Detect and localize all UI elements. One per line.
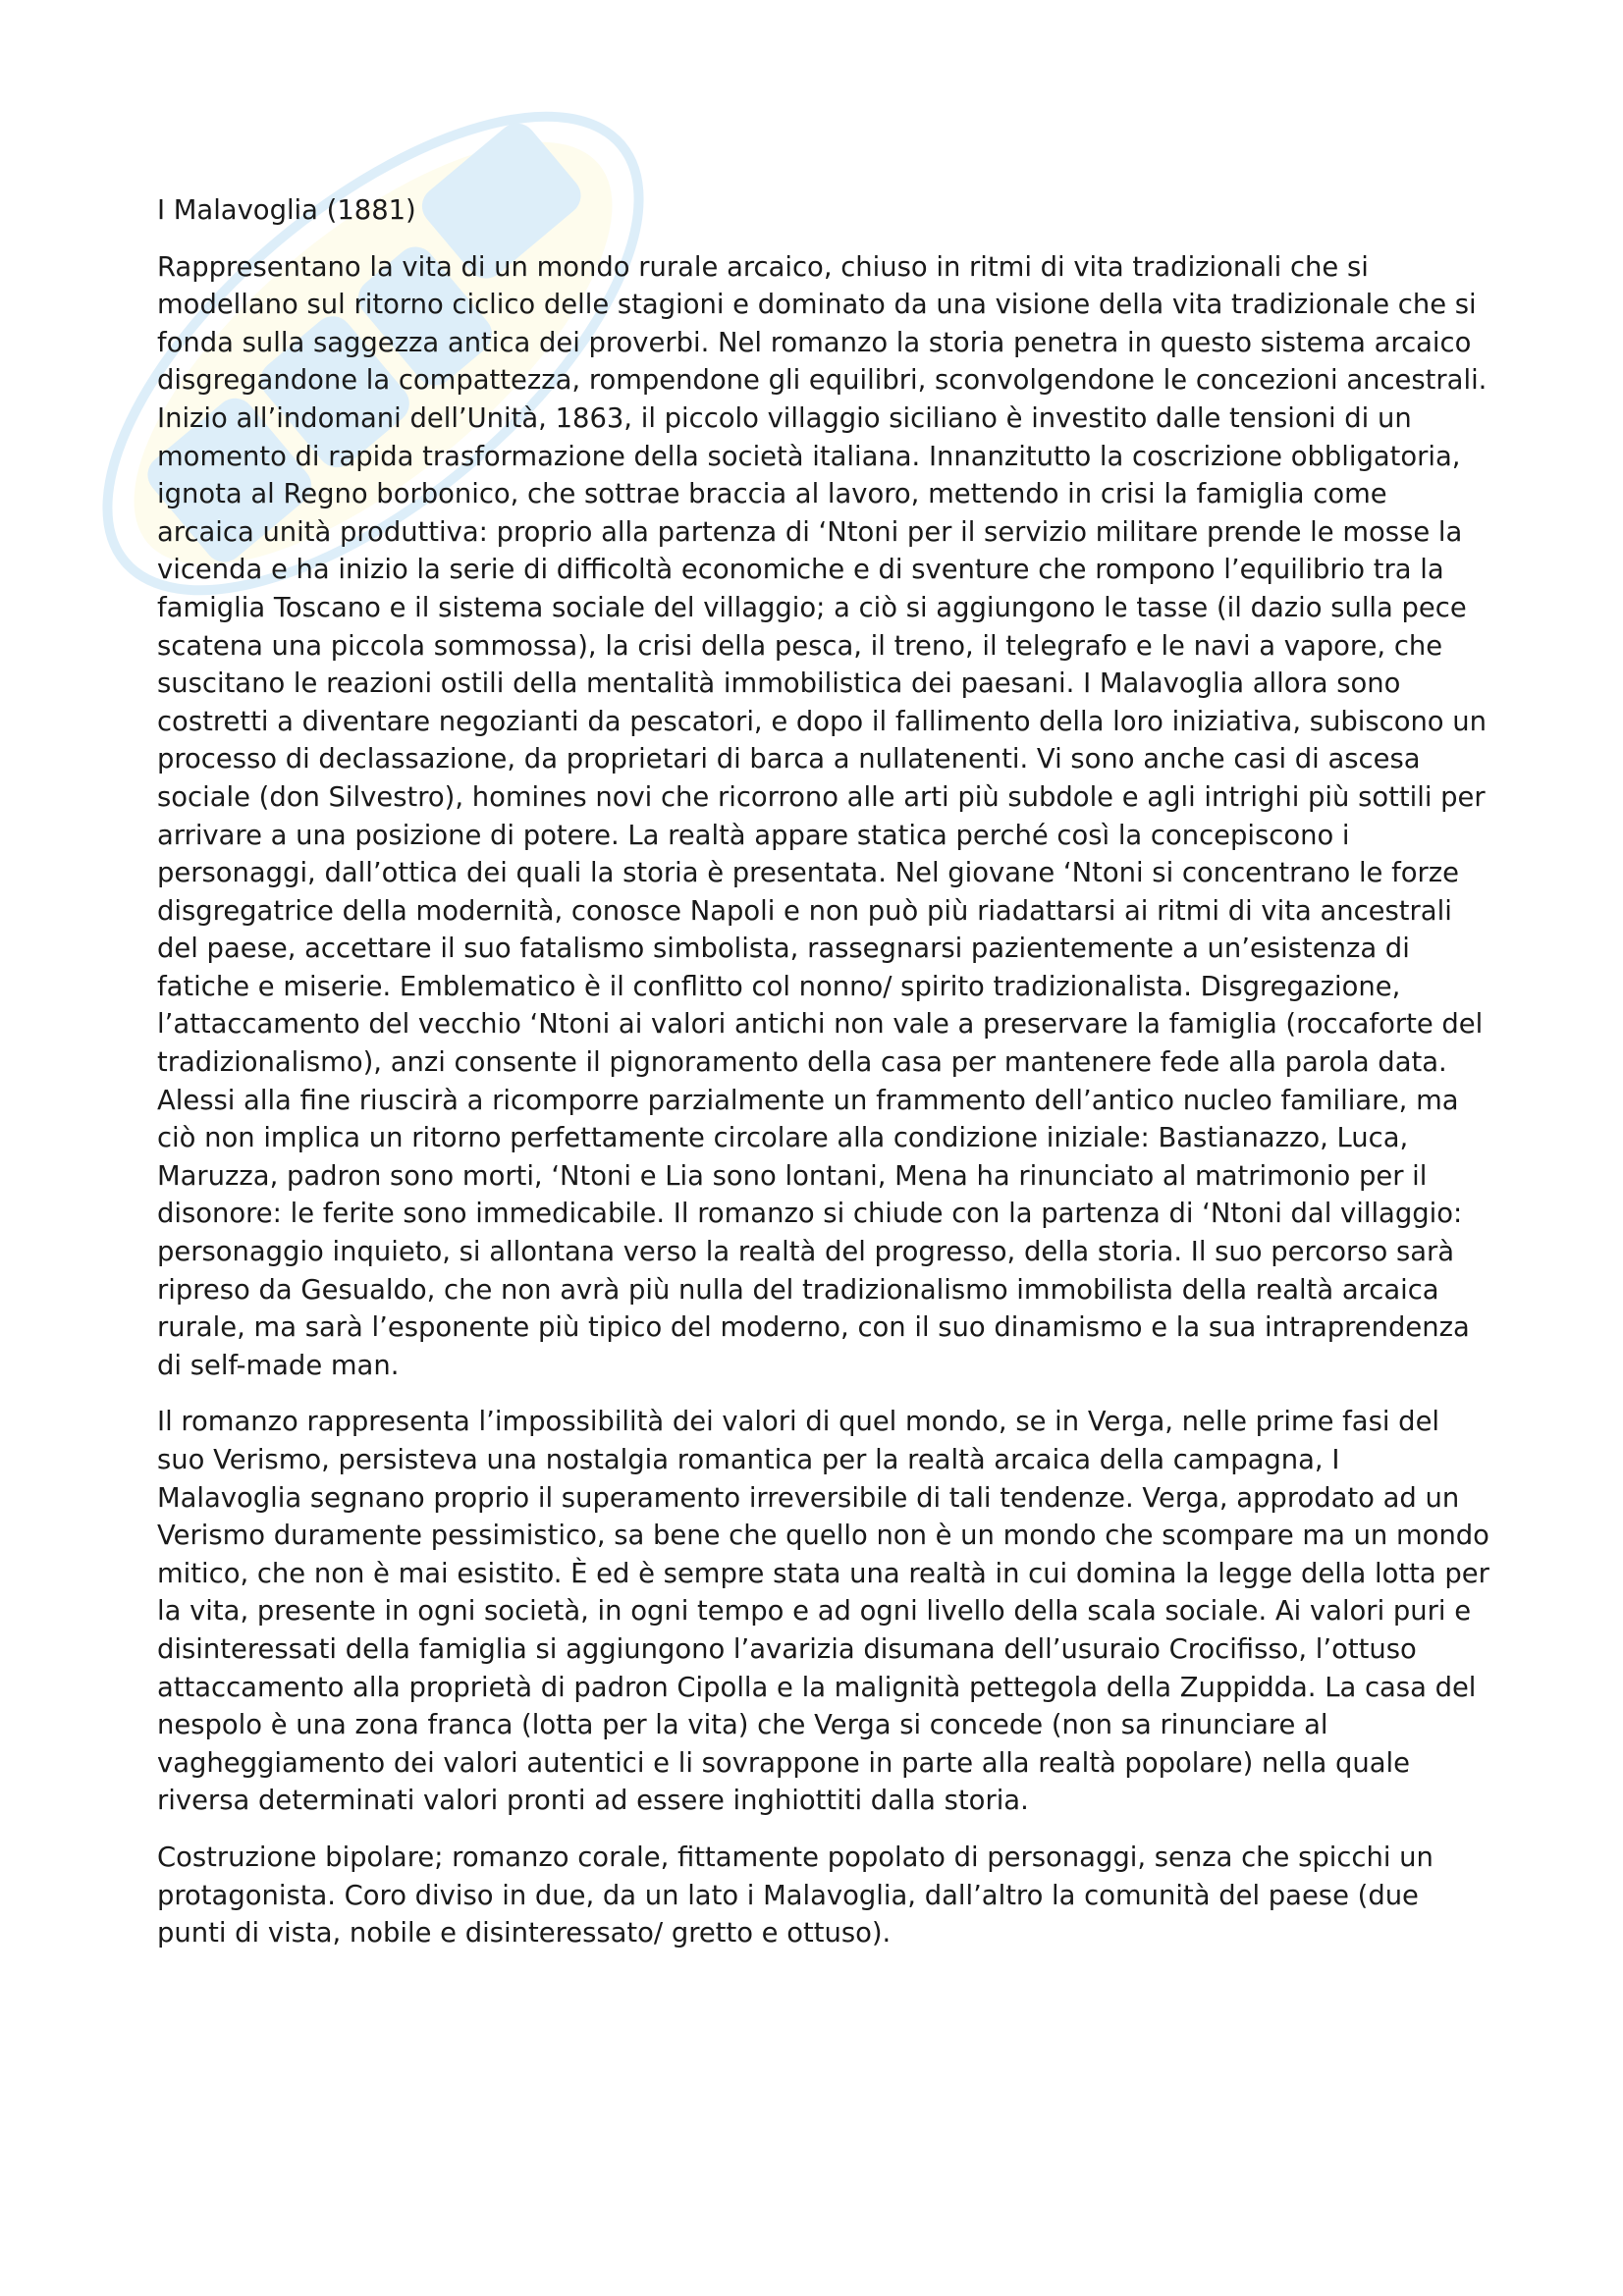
paragraph-2: Il romanzo rappresenta l’impossibilità dei valori di quel mondo, se in Verga, nelle prime fasi del suo Verismo, persisteva una nostalgia romantica per la realtà arcaica della campagna, I Malavoglia segnano proprio il superamento irreversibile di tali tendenze. Verga, approdato ad un Verismo duramente pessimistico, sa bene che quello non è un mondo che scompare ma un mondo mitico, che non è mai esistito. È ed è sempre stata una realtà in cui domina la legge della lotta per la vita, presente in ogni società, in ogni tempo e ad ogni livello della scala sociale. Ai valori puri e disinteressati della famiglia si aggiungono l’avarizia disumana dell’usuraio Crocifisso, l’ottuso attaccamento alla proprietà di padron Cipolla e la malignità pettegola della Zuppidda. La casa del nespolo è una zona franca (lotta per la vita) che Verga si concede (non sa rinunciare al vagheggiamento dei valori autentici e li sovrappone in parte alla realtà popolare) nella quale riversa determinati valori pronti ad essere inghiottiti dalla storia.	[157, 1407, 1489, 1817]
document-body	[157, 192, 1492, 1972]
document-title: I Malavoglia (1881)	[157, 195, 416, 226]
paragraph-1: Rappresentano la vita di un mondo rurale arcaico, chiuso in ritmi di vita tradizionali che si modellano sul ritorno ciclico delle stagioni e dominato da una visione della vita tradizionale che si fonda sulla saggezza antica dei proverbi. Nel romanzo la storia penetra in questo sistema arcaico disgregandone la compattezza, rompendone gli equilibri, sconvolgendone le concezioni ancestrali. Inizio all’indomani dell’Unità, 1863, il piccolo villaggio siciliano è investito dalle tensioni di un momento di rapida trasformazione della società italiana. Innanzitutto la coscrizione obbligatoria, ignota al Regno borbonico, che sottrae braccia al lavoro, mettendo in crisi la famiglia come arcaica unità produttiva: proprio alla partenza di ‘Ntoni per il servizio militare prende le mosse la vicenda e ha inizio la serie di difficoltà economiche e di sventure che rompono l’equilibrio tra la famiglia Toscano e il sistema sociale del villaggio; a ciò si aggiungono le tasse (il dazio sulla pece scatena una piccola sommossa), la crisi della pesca, il treno, il telegrafo e le navi a vapore, che suscitano le reazioni ostili della mentalità immobilistica dei paesani. I Malavoglia allora sono costretti a diventare negozianti da pescatori, e dopo il fallimento della loro iniziativa, subiscono un processo di declassazione, da proprietari di barca a nullatenenti. Vi sono anche casi di ascesa sociale (don Silvestro), homines novi che ricorrono alle arti più subdole e agli intrighi più sottili per arrivare a una posizione di potere. La realtà appare statica perché così la concepiscono i personaggi, dall’ottica dei quali la storia è presentata. Nel giovane ‘Ntoni si concentrano le forze disgregatrice della modernità, conosce Napoli e non può più riadattarsi ai ritmi di vita ancestrali del paese, accettare il suo fatalismo simbolista, rassegnarsi pazientemente a un’esistenza di fatiche e miserie. Emblematico è il conflitto col nonno/ spirito tradizionalista. Disgregazione, l’attaccamento del vecchio ‘Ntoni ai valori antichi non vale a preservare la famiglia (roccaforte del tradizionalismo), anzi consente il pignoramento della casa per mantenere fede alla parola data. Alessi alla fine riuscirà a ricomporre parzialmente un frammento dell’antico nucleo familiare, ma ciò non implica un ritorno perfettamente circolare alla condizione iniziale: Bastianazzo, Luca, Maruzza, padron sono morti, ‘Ntoni e Lia sono lontani, Mena ha rinunciato al matrimonio per il disonore: le ferite sono immedicabile. Il romanzo si chiude con la partenza di ‘Ntoni dal villaggio: personaggio inquieto, si allontana verso la realtà del progresso, della storia. Il suo percorso sarà ripreso da Gesualdo, che non avrà più nulla del tradizionalismo immobilista della realtà arcaica rurale, ma sarà l’esponente più tipico del moderno, con il suo dinamismo e la sua intraprendenza di self-made man.	[157, 251, 1488, 1381]
paragraph-3: Costruzione bipolare; romanzo corale, fittamente popolato di personaggi, senza che spicchi un protagonista. Coro diviso in due, da un lato i Malavoglia, dall’altro la comunità del paese (due punti di vista, nobile e disinteressato/ gretto e ottuso).	[157, 1842, 1434, 1949]
